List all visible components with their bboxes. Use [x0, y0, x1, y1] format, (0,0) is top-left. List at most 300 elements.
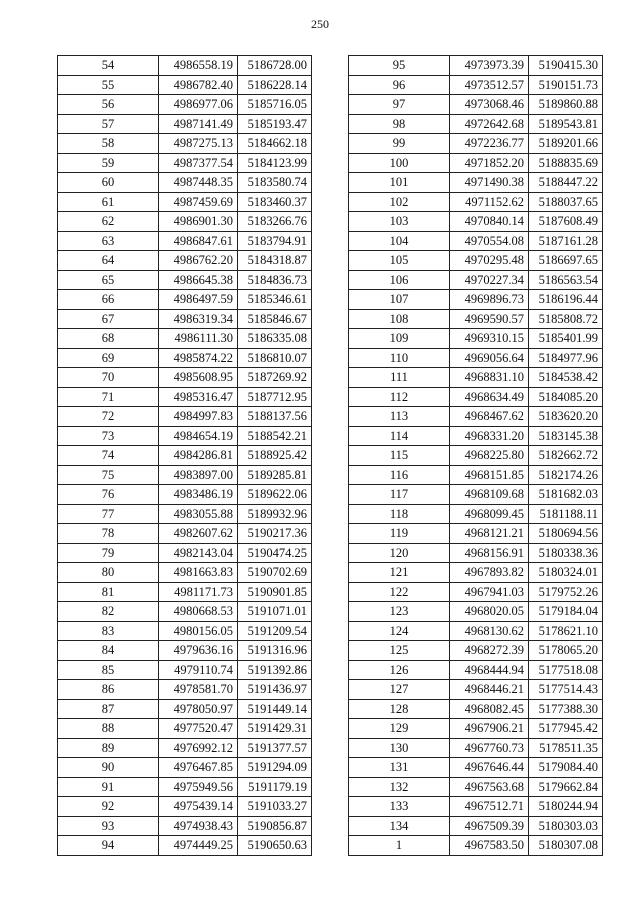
table-row — [349, 816, 603, 836]
y-coordinate-cell: 5184085.20 — [529, 387, 603, 407]
table-row — [349, 738, 603, 758]
table-row — [58, 134, 312, 154]
y-coordinate-cell: 5191436.97 — [238, 680, 312, 700]
point-number-cell: 110 — [349, 348, 450, 368]
x-coordinate-cell: 4970840.14 — [450, 212, 529, 232]
x-coordinate-cell: 4984997.83 — [159, 407, 238, 427]
x-coordinate-cell: 4977520.47 — [159, 719, 238, 739]
x-coordinate-cell: 4987448.35 — [159, 173, 238, 193]
table-row — [58, 192, 312, 212]
point-number-cell: 81 — [58, 582, 159, 602]
point-number-cell: 106 — [349, 270, 450, 290]
point-number-cell: 87 — [58, 699, 159, 719]
x-coordinate-cell: 4972642.68 — [450, 114, 529, 134]
x-coordinate-cell: 4983897.00 — [159, 465, 238, 485]
table-row — [58, 114, 312, 134]
point-number-cell: 117 — [349, 485, 450, 505]
point-number-cell: 74 — [58, 446, 159, 466]
point-number-cell: 65 — [58, 270, 159, 290]
point-number-cell: 64 — [58, 251, 159, 271]
y-coordinate-cell: 5186196.44 — [529, 290, 603, 310]
table-row — [58, 524, 312, 544]
table-row — [349, 719, 603, 739]
point-number-cell: 77 — [58, 504, 159, 524]
x-coordinate-cell: 4986847.61 — [159, 231, 238, 251]
x-coordinate-cell: 4970227.34 — [450, 270, 529, 290]
table-row — [349, 134, 603, 154]
y-coordinate-cell: 5184538.42 — [529, 368, 603, 388]
x-coordinate-cell: 4984286.81 — [159, 446, 238, 466]
table-row — [349, 621, 603, 641]
table-row — [349, 75, 603, 95]
x-coordinate-cell: 4967906.21 — [450, 719, 529, 739]
table-row — [58, 251, 312, 271]
y-coordinate-cell: 5185846.67 — [238, 309, 312, 329]
point-number-cell: 91 — [58, 777, 159, 797]
y-coordinate-cell: 5187712.95 — [238, 387, 312, 407]
point-number-cell: 66 — [58, 290, 159, 310]
x-coordinate-cell: 4968156.91 — [450, 543, 529, 563]
table-row — [349, 465, 603, 485]
table-row — [58, 836, 312, 856]
x-coordinate-cell: 4968082.45 — [450, 699, 529, 719]
y-coordinate-cell: 5178511.35 — [529, 738, 603, 758]
x-coordinate-cell: 4973068.46 — [450, 95, 529, 115]
point-number-cell: 120 — [349, 543, 450, 563]
point-number-cell: 70 — [58, 368, 159, 388]
table-row — [58, 777, 312, 797]
table-row — [58, 368, 312, 388]
x-coordinate-cell: 4968121.21 — [450, 524, 529, 544]
table-row — [58, 270, 312, 290]
x-coordinate-cell: 4973973.39 — [450, 56, 529, 76]
table-row — [349, 699, 603, 719]
table-row — [349, 797, 603, 817]
y-coordinate-cell: 5180244.94 — [529, 797, 603, 817]
table-row — [58, 797, 312, 817]
table-row — [58, 738, 312, 758]
table-row — [349, 309, 603, 329]
y-coordinate-cell: 5178065.20 — [529, 641, 603, 661]
y-coordinate-cell: 5188137.56 — [238, 407, 312, 427]
point-number-cell: 125 — [349, 641, 450, 661]
point-number-cell: 111 — [349, 368, 450, 388]
point-number-cell: 134 — [349, 816, 450, 836]
table-row — [58, 641, 312, 661]
point-number-cell: 123 — [349, 602, 450, 622]
x-coordinate-cell: 4975949.56 — [159, 777, 238, 797]
x-coordinate-cell: 4976467.85 — [159, 758, 238, 778]
x-coordinate-cell: 4987275.13 — [159, 134, 238, 154]
table-row — [58, 231, 312, 251]
y-coordinate-cell: 5191071.01 — [238, 602, 312, 622]
coordinates-table-right — [348, 55, 603, 856]
table-row — [349, 95, 603, 115]
y-coordinate-cell: 5187608.49 — [529, 212, 603, 232]
point-number-cell: 89 — [58, 738, 159, 758]
table-row — [349, 153, 603, 173]
point-number-cell: 93 — [58, 816, 159, 836]
y-coordinate-cell: 5186697.65 — [529, 251, 603, 271]
y-coordinate-cell: 5187161.28 — [529, 231, 603, 251]
table-row — [58, 387, 312, 407]
y-coordinate-cell: 5177514.43 — [529, 680, 603, 700]
x-coordinate-cell: 4987141.49 — [159, 114, 238, 134]
point-number-cell: 1 — [349, 836, 450, 856]
point-number-cell: 112 — [349, 387, 450, 407]
y-coordinate-cell: 5189932.96 — [238, 504, 312, 524]
table-row — [349, 485, 603, 505]
table-row — [58, 290, 312, 310]
point-number-cell: 118 — [349, 504, 450, 524]
table-row — [349, 56, 603, 76]
y-coordinate-cell: 5185193.47 — [238, 114, 312, 134]
point-number-cell: 61 — [58, 192, 159, 212]
table-row — [58, 212, 312, 232]
x-coordinate-cell: 4980668.53 — [159, 602, 238, 622]
point-number-cell: 88 — [58, 719, 159, 739]
x-coordinate-cell: 4983486.19 — [159, 485, 238, 505]
x-coordinate-cell: 4972236.77 — [450, 134, 529, 154]
x-coordinate-cell: 4986977.06 — [159, 95, 238, 115]
table-row — [349, 270, 603, 290]
table-row — [349, 329, 603, 349]
table-row — [58, 329, 312, 349]
y-coordinate-cell: 5184662.18 — [238, 134, 312, 154]
point-number-cell: 83 — [58, 621, 159, 641]
y-coordinate-cell: 5181682.03 — [529, 485, 603, 505]
y-coordinate-cell: 5186563.54 — [529, 270, 603, 290]
point-number-cell: 101 — [349, 173, 450, 193]
y-coordinate-cell: 5190702.69 — [238, 563, 312, 583]
point-number-cell: 124 — [349, 621, 450, 641]
y-coordinate-cell: 5186728.00 — [238, 56, 312, 76]
x-coordinate-cell: 4967509.39 — [450, 816, 529, 836]
y-coordinate-cell: 5190217.36 — [238, 524, 312, 544]
table-row — [349, 407, 603, 427]
y-coordinate-cell: 5188542.21 — [238, 426, 312, 446]
table-row — [58, 719, 312, 739]
table-row — [58, 485, 312, 505]
point-number-cell: 76 — [58, 485, 159, 505]
point-number-cell: 63 — [58, 231, 159, 251]
x-coordinate-cell: 4967893.82 — [450, 563, 529, 583]
table-row — [58, 407, 312, 427]
table-row — [349, 446, 603, 466]
table-row — [349, 368, 603, 388]
x-coordinate-cell: 4986319.34 — [159, 309, 238, 329]
x-coordinate-cell: 4968225.80 — [450, 446, 529, 466]
table-row — [349, 426, 603, 446]
point-number-cell: 127 — [349, 680, 450, 700]
table-row — [58, 95, 312, 115]
x-coordinate-cell: 4969310.15 — [450, 329, 529, 349]
y-coordinate-cell: 5190901.85 — [238, 582, 312, 602]
x-coordinate-cell: 4969896.73 — [450, 290, 529, 310]
y-coordinate-cell: 5191179.19 — [238, 777, 312, 797]
x-coordinate-cell: 4986782.40 — [159, 75, 238, 95]
point-number-cell: 126 — [349, 660, 450, 680]
x-coordinate-cell: 4970554.08 — [450, 231, 529, 251]
point-number-cell: 58 — [58, 134, 159, 154]
point-number-cell: 129 — [349, 719, 450, 739]
point-number-cell: 67 — [58, 309, 159, 329]
x-coordinate-cell: 4967646.44 — [450, 758, 529, 778]
x-coordinate-cell: 4969056.64 — [450, 348, 529, 368]
x-coordinate-cell: 4983055.88 — [159, 504, 238, 524]
table-row — [58, 465, 312, 485]
x-coordinate-cell: 4979110.74 — [159, 660, 238, 680]
table-row — [58, 543, 312, 563]
x-coordinate-cell: 4974938.43 — [159, 816, 238, 836]
x-coordinate-cell: 4984654.19 — [159, 426, 238, 446]
table-row — [349, 582, 603, 602]
table-row — [58, 348, 312, 368]
point-number-cell: 73 — [58, 426, 159, 446]
y-coordinate-cell: 5191316.96 — [238, 641, 312, 661]
y-coordinate-cell: 5177518.08 — [529, 660, 603, 680]
table-row — [58, 309, 312, 329]
point-number-cell: 82 — [58, 602, 159, 622]
y-coordinate-cell: 5183460.37 — [238, 192, 312, 212]
table-row — [58, 758, 312, 778]
point-number-cell: 100 — [349, 153, 450, 173]
x-coordinate-cell: 4986558.19 — [159, 56, 238, 76]
x-coordinate-cell: 4968467.62 — [450, 407, 529, 427]
table-row — [349, 777, 603, 797]
x-coordinate-cell: 4978581.70 — [159, 680, 238, 700]
point-number-cell: 57 — [58, 114, 159, 134]
y-coordinate-cell: 5185346.61 — [238, 290, 312, 310]
point-number-cell: 132 — [349, 777, 450, 797]
x-coordinate-cell: 4973512.57 — [450, 75, 529, 95]
y-coordinate-cell: 5184318.87 — [238, 251, 312, 271]
point-number-cell: 119 — [349, 524, 450, 544]
x-coordinate-cell: 4974449.25 — [159, 836, 238, 856]
point-number-cell: 75 — [58, 465, 159, 485]
point-number-cell: 84 — [58, 641, 159, 661]
x-coordinate-cell: 4975439.14 — [159, 797, 238, 817]
x-coordinate-cell: 4986901.30 — [159, 212, 238, 232]
x-coordinate-cell: 4981171.73 — [159, 582, 238, 602]
table-row — [58, 504, 312, 524]
x-coordinate-cell: 4968020.05 — [450, 602, 529, 622]
point-number-cell: 94 — [58, 836, 159, 856]
point-number-cell: 116 — [349, 465, 450, 485]
point-number-cell: 92 — [58, 797, 159, 817]
coordinates-table-left — [57, 55, 312, 856]
table-row — [58, 816, 312, 836]
point-number-cell: 56 — [58, 95, 159, 115]
y-coordinate-cell: 5185808.72 — [529, 309, 603, 329]
point-number-cell: 121 — [349, 563, 450, 583]
y-coordinate-cell: 5180307.08 — [529, 836, 603, 856]
table-row — [349, 836, 603, 856]
point-number-cell: 133 — [349, 797, 450, 817]
point-number-cell: 107 — [349, 290, 450, 310]
y-coordinate-cell: 5183580.74 — [238, 173, 312, 193]
x-coordinate-cell: 4986497.59 — [159, 290, 238, 310]
y-coordinate-cell: 5180338.36 — [529, 543, 603, 563]
x-coordinate-cell: 4986111.30 — [159, 329, 238, 349]
table-row — [349, 602, 603, 622]
table-row — [58, 56, 312, 76]
point-number-cell: 103 — [349, 212, 450, 232]
table-row — [349, 387, 603, 407]
x-coordinate-cell: 4971152.62 — [450, 192, 529, 212]
y-coordinate-cell: 5184977.96 — [529, 348, 603, 368]
y-coordinate-cell: 5183794.91 — [238, 231, 312, 251]
y-coordinate-cell: 5177388.30 — [529, 699, 603, 719]
y-coordinate-cell: 5189201.66 — [529, 134, 603, 154]
x-coordinate-cell: 4969590.57 — [450, 309, 529, 329]
x-coordinate-cell: 4980156.05 — [159, 621, 238, 641]
y-coordinate-cell: 5179662.84 — [529, 777, 603, 797]
x-coordinate-cell: 4979636.16 — [159, 641, 238, 661]
y-coordinate-cell: 5183145.38 — [529, 426, 603, 446]
y-coordinate-cell: 5189622.06 — [238, 485, 312, 505]
point-number-cell: 55 — [58, 75, 159, 95]
x-coordinate-cell: 4986762.20 — [159, 251, 238, 271]
table-row — [349, 524, 603, 544]
x-coordinate-cell: 4968446.21 — [450, 680, 529, 700]
y-coordinate-cell: 5189860.88 — [529, 95, 603, 115]
x-coordinate-cell: 4978050.97 — [159, 699, 238, 719]
point-number-cell: 90 — [58, 758, 159, 778]
point-number-cell: 86 — [58, 680, 159, 700]
x-coordinate-cell: 4985316.47 — [159, 387, 238, 407]
table-row — [58, 602, 312, 622]
table-row — [349, 504, 603, 524]
y-coordinate-cell: 5191429.31 — [238, 719, 312, 739]
table-row — [349, 348, 603, 368]
y-coordinate-cell: 5179752.26 — [529, 582, 603, 602]
x-coordinate-cell: 4967512.71 — [450, 797, 529, 817]
table-row — [58, 660, 312, 680]
table-row — [349, 543, 603, 563]
point-number-cell: 59 — [58, 153, 159, 173]
x-coordinate-cell: 4968272.39 — [450, 641, 529, 661]
point-number-cell: 114 — [349, 426, 450, 446]
point-number-cell: 95 — [349, 56, 450, 76]
y-coordinate-cell: 5188925.42 — [238, 446, 312, 466]
point-number-cell: 122 — [349, 582, 450, 602]
x-coordinate-cell: 4967583.50 — [450, 836, 529, 856]
y-coordinate-cell: 5189543.81 — [529, 114, 603, 134]
y-coordinate-cell: 5191377.57 — [238, 738, 312, 758]
y-coordinate-cell: 5191209.54 — [238, 621, 312, 641]
point-number-cell: 62 — [58, 212, 159, 232]
x-coordinate-cell: 4971852.20 — [450, 153, 529, 173]
x-coordinate-cell: 4985874.22 — [159, 348, 238, 368]
table-row — [349, 231, 603, 251]
table-row — [349, 212, 603, 232]
x-coordinate-cell: 4971490.38 — [450, 173, 529, 193]
table-row — [58, 699, 312, 719]
point-number-cell: 97 — [349, 95, 450, 115]
y-coordinate-cell: 5187269.92 — [238, 368, 312, 388]
table-row — [58, 582, 312, 602]
y-coordinate-cell: 5180324.01 — [529, 563, 603, 583]
point-number-cell: 78 — [58, 524, 159, 544]
table-row — [349, 290, 603, 310]
y-coordinate-cell: 5185716.05 — [238, 95, 312, 115]
x-coordinate-cell: 4987377.54 — [159, 153, 238, 173]
point-number-cell: 98 — [349, 114, 450, 134]
x-coordinate-cell: 4968831.10 — [450, 368, 529, 388]
x-coordinate-cell: 4967941.03 — [450, 582, 529, 602]
point-number-cell: 115 — [349, 446, 450, 466]
point-number-cell: 104 — [349, 231, 450, 251]
x-coordinate-cell: 4967563.68 — [450, 777, 529, 797]
x-coordinate-cell: 4968099.45 — [450, 504, 529, 524]
x-coordinate-cell: 4985608.95 — [159, 368, 238, 388]
x-coordinate-cell: 4968130.62 — [450, 621, 529, 641]
x-coordinate-cell: 4968331.20 — [450, 426, 529, 446]
page-number: 250 — [311, 17, 329, 31]
x-coordinate-cell: 4970295.48 — [450, 251, 529, 271]
y-coordinate-cell: 5190415.30 — [529, 56, 603, 76]
y-coordinate-cell: 5191449.14 — [238, 699, 312, 719]
point-number-cell: 68 — [58, 329, 159, 349]
table-row — [349, 563, 603, 583]
x-coordinate-cell: 4982607.62 — [159, 524, 238, 544]
x-coordinate-cell: 4968109.68 — [450, 485, 529, 505]
point-number-cell: 71 — [58, 387, 159, 407]
y-coordinate-cell: 5178621.10 — [529, 621, 603, 641]
y-coordinate-cell: 5184123.99 — [238, 153, 312, 173]
point-number-cell: 69 — [58, 348, 159, 368]
x-coordinate-cell: 4981663.83 — [159, 563, 238, 583]
table-row — [349, 251, 603, 271]
y-coordinate-cell: 5177945.42 — [529, 719, 603, 739]
y-coordinate-cell: 5191392.86 — [238, 660, 312, 680]
point-number-cell: 102 — [349, 192, 450, 212]
y-coordinate-cell: 5182174.26 — [529, 465, 603, 485]
point-number-cell: 80 — [58, 563, 159, 583]
y-coordinate-cell: 5191294.09 — [238, 758, 312, 778]
y-coordinate-cell: 5184836.73 — [238, 270, 312, 290]
point-number-cell: 54 — [58, 56, 159, 76]
y-coordinate-cell: 5180694.56 — [529, 524, 603, 544]
y-coordinate-cell: 5190650.63 — [238, 836, 312, 856]
x-coordinate-cell: 4968634.49 — [450, 387, 529, 407]
table-row — [349, 192, 603, 212]
table-row — [349, 680, 603, 700]
x-coordinate-cell: 4968444.94 — [450, 660, 529, 680]
point-number-cell: 79 — [58, 543, 159, 563]
y-coordinate-cell: 5190474.25 — [238, 543, 312, 563]
y-coordinate-cell: 5188835.69 — [529, 153, 603, 173]
point-number-cell: 109 — [349, 329, 450, 349]
table-row — [58, 563, 312, 583]
point-number-cell: 130 — [349, 738, 450, 758]
x-coordinate-cell: 4968151.85 — [450, 465, 529, 485]
point-number-cell: 99 — [349, 134, 450, 154]
y-coordinate-cell: 5190856.87 — [238, 816, 312, 836]
y-coordinate-cell: 5180303.03 — [529, 816, 603, 836]
point-number-cell: 108 — [349, 309, 450, 329]
y-coordinate-cell: 5179084.40 — [529, 758, 603, 778]
point-number-cell: 131 — [349, 758, 450, 778]
y-coordinate-cell: 5186228.14 — [238, 75, 312, 95]
y-coordinate-cell: 5181188.11 — [529, 504, 603, 524]
x-coordinate-cell: 4982143.04 — [159, 543, 238, 563]
x-coordinate-cell: 4976992.12 — [159, 738, 238, 758]
point-number-cell: 128 — [349, 699, 450, 719]
x-coordinate-cell: 4967760.73 — [450, 738, 529, 758]
table-row — [58, 75, 312, 95]
